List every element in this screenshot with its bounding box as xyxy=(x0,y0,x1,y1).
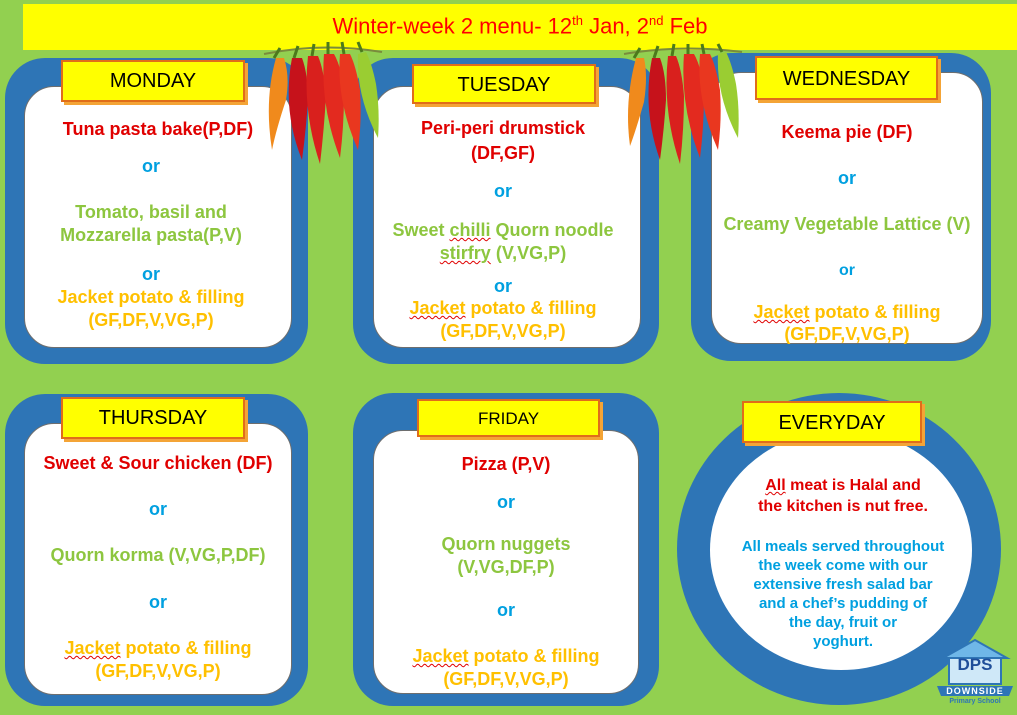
wednesday-label: WEDNESDAY xyxy=(755,56,938,100)
friday-main-dish: Pizza (P,V) xyxy=(461,454,551,474)
title-sup-nd: nd xyxy=(649,13,664,28)
friday-label: FRIDAY xyxy=(417,399,600,437)
everyday-info-line-6: yoghurt. xyxy=(813,633,873,650)
chili-peppers-icon xyxy=(262,40,384,168)
wednesday-jacket-line-1 xyxy=(711,301,983,324)
title-text-mid: Jan, 2 xyxy=(582,13,650,39)
thursday-main-dish: Sweet & Sour chicken (DF) xyxy=(43,453,273,473)
thursday-or-1: or xyxy=(149,499,167,519)
wednesday-jacket-text-a: Jacket xyxy=(753,302,810,322)
thursday-jacket-line-2: (GF,DF,V,VG,P) xyxy=(95,661,221,681)
friday-jacket-line-1 xyxy=(373,645,639,668)
wednesday-jacket-text-b: potato & filling xyxy=(809,302,941,322)
monday-or-2: or xyxy=(142,264,160,284)
tuesday-veg-text-b: chilli xyxy=(449,220,491,240)
tuesday-jacket-text-b: potato & filling xyxy=(465,298,597,318)
wednesday-or-1: or xyxy=(838,168,856,188)
everyday-halal-text-b: meat is Halal and xyxy=(785,477,921,494)
everyday-info-line-2: the week come with our xyxy=(758,557,928,574)
tuesday-or-1: or xyxy=(494,181,512,201)
title-text: Winter-week 2 menu- 12 xyxy=(332,13,573,39)
monday-label: MONDAY xyxy=(61,60,245,102)
thursday-jacket-text-a: Jacket xyxy=(64,638,121,658)
title-sup-th: th xyxy=(572,13,583,28)
wednesday-veg-dish: Creamy Vegetable Lattice (V) xyxy=(723,214,971,234)
tuesday-veg-text-a: Sweet xyxy=(392,220,450,240)
tuesday-label: TUESDAY xyxy=(412,64,596,104)
friday-or-1: or xyxy=(497,492,515,512)
tuesday-veg-line-1 xyxy=(368,219,638,242)
chili-peppers-icon xyxy=(622,42,744,168)
everyday-halal-text-a: All xyxy=(765,477,786,494)
tuesday-jacket-line-1 xyxy=(373,297,633,320)
monday-jacket-line-2: (GF,DF,V,VG,P) xyxy=(88,310,214,330)
school-logo-initials: DPS xyxy=(957,655,993,674)
school-logo-name: DOWNSIDE xyxy=(946,686,1004,696)
everyday-info-line-3: extensive fresh salad bar xyxy=(753,576,933,593)
friday-veg-line-2: (V,VG,DF,P) xyxy=(457,557,555,577)
thursday-veg-dish: Quorn korma (V,VG,P,DF) xyxy=(50,545,266,565)
title-text-suffix: Feb xyxy=(663,13,708,39)
tuesday-jacket-line-2: (GF,DF,V,VG,P) xyxy=(440,321,566,341)
thursday-jacket-text-b: potato & filling xyxy=(120,638,252,658)
monday-main-dish: Tuna pasta bake(P,DF) xyxy=(62,119,254,139)
everyday-label: EVERYDAY xyxy=(742,401,922,443)
tuesday-main-line-2: (DF,GF) xyxy=(471,143,535,163)
tuesday-veg-line-2 xyxy=(368,242,638,265)
friday-jacket-line-2: (GF,DF,V,VG,P) xyxy=(443,669,569,689)
everyday-halal-line-1 xyxy=(712,476,974,496)
everyday-info-line-1: All meals served throughout xyxy=(741,538,945,555)
monday-veg-line-1: Tomato, basil and xyxy=(75,202,227,222)
everyday-halal-line-2: the kitchen is nut free. xyxy=(758,498,928,515)
menu-title xyxy=(23,4,1017,50)
tuesday-veg-text-c: Quorn noodle xyxy=(490,220,614,240)
friday-jacket-text-b: potato & filling xyxy=(468,646,600,666)
tuesday-veg-text-e: (V,VG,P) xyxy=(490,243,567,263)
school-logo xyxy=(935,636,1015,710)
thursday-jacket-line-1 xyxy=(24,637,292,660)
school-logo-subtitle: Primary School xyxy=(949,698,1001,705)
wednesday-or-2: or xyxy=(839,262,855,279)
friday-veg-line-1: Quorn nuggets xyxy=(441,534,571,554)
thursday-label: THURSDAY xyxy=(61,397,245,439)
tuesday-veg-text-d: stirfry xyxy=(439,243,491,263)
tuesday-or-2: or xyxy=(494,276,512,296)
friday-or-2: or xyxy=(497,600,515,620)
wednesday-main-dish: Keema pie (DF) xyxy=(781,122,913,142)
thursday-or-2: or xyxy=(149,592,167,612)
wednesday-jacket-line-2: (GF,DF,V,VG,P) xyxy=(784,324,910,344)
everyday-info-line-4: and a chef’s pudding of xyxy=(758,595,928,612)
monday-or-1: or xyxy=(142,156,160,176)
monday-veg-line-2: Mozzarella pasta(P,V) xyxy=(60,225,242,245)
monday-jacket-line-1: Jacket potato & filling xyxy=(57,287,245,307)
tuesday-main-line-1: Peri-peri drumstick xyxy=(420,118,586,138)
friday-jacket-text-a: Jacket xyxy=(412,646,469,666)
tuesday-jacket-text-a: Jacket xyxy=(409,298,466,318)
everyday-info-line-5: the day, fruit or xyxy=(788,614,898,631)
